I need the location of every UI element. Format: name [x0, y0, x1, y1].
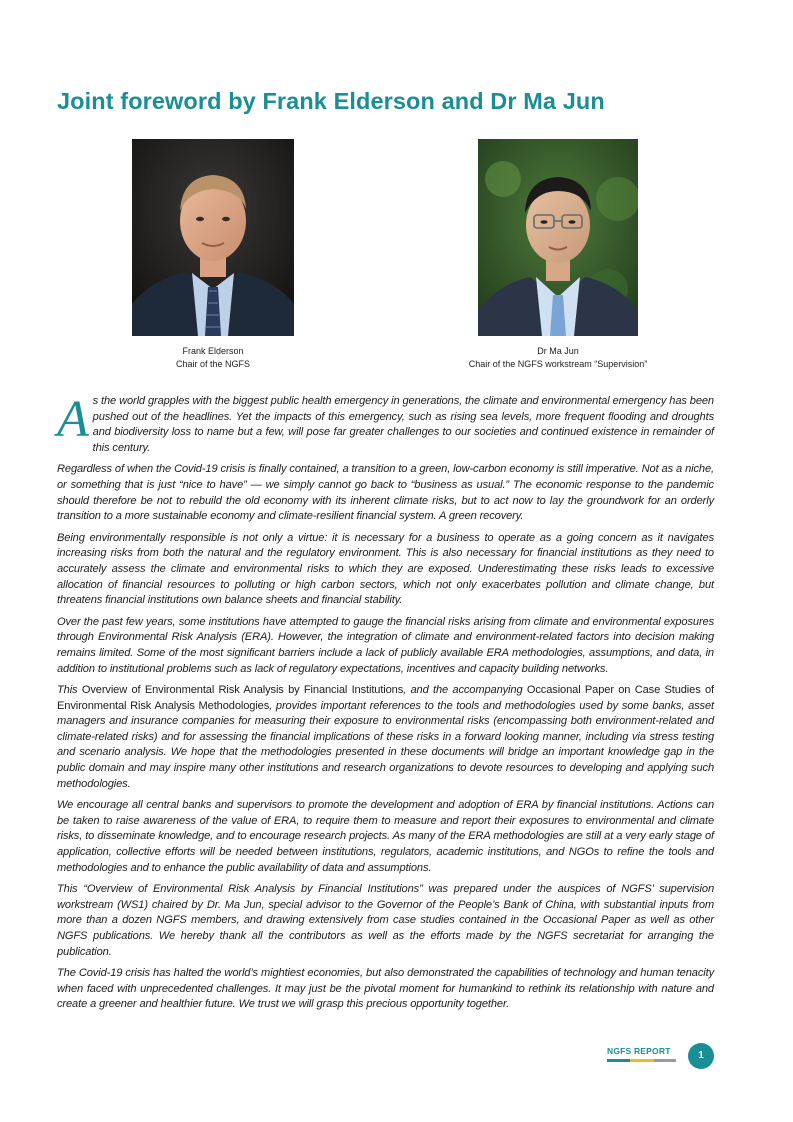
caption-frank-elderson	[83, 345, 343, 371]
portrait-frank-elderson	[132, 139, 294, 336]
publication-title-occasional-paper: Occasional Paper on Case Studies of Environmental Risk Analysis Methodologies	[57, 684, 714, 712]
foreword-body	[57, 391, 714, 1019]
paragraph-2: Regardless of when the Covid-19 crisis is finally contained, a transition to a green, low-carbon economy is still imperative. Not as a niche, or something that is just “nice to have” — we simply cannot go back to “business as usual.” The economic response to the pandemic should therefore be not to rebuild the old economy with its inherent climate risks, but to act now to lay the groundwork for an orderly transition to a more sustainable economy and climate-resilient financial system. A green recovery.	[57, 463, 714, 523]
footer-report-label: NGFS REPORT	[607, 1046, 671, 1056]
paragraph-1-text: s the world grapples with the biggest public health emergency in generations, the climate and environmental emergency has been pushed out of the headlines. Yet the impacts of this emergency, such as rising sea levels, more frequent flooding and droughts and biodiversity loss to name but a few, will pose far greater challenges to our societies and continued existence in remainder of this century.	[92, 395, 714, 454]
p5-lead: This	[57, 684, 82, 697]
paragraph-1	[57, 391, 714, 456]
caption-ma-jun	[428, 345, 688, 371]
paragraph-6: We encourage all central banks and supervisors to promote the development and adoption of ERA by financial institutions. Actions can be taken to raise awareness of the value of ERA, to require them to measure and report their exposures to environmental and climate risks, to disseminate knowledge, and to encourage research projects. As many of the ERA methodologies are still at a very early stage of application, collective efforts will be needed between institutions, regulators, academic institutions, and NGOs to refine the tools and methodologies and to enhance the public availability of data and assumptions.	[57, 799, 714, 874]
caption-role: Chair of the NGFS workstream “Supervision”	[468, 359, 648, 369]
footer-bar-grey	[654, 1059, 676, 1062]
publication-title-overview: Overview of Environmental Risk Analysis by Financial Institutions	[81, 684, 404, 697]
caption-name: Dr Ma Jun	[537, 346, 579, 356]
caption-name: Frank Elderson	[182, 346, 244, 356]
paragraph-5	[57, 683, 714, 792]
paragraph-3: Being environmentally responsible is not only a virtue: it is necessary for a business to operate as a going concern as it navigates increasing risks from both the natural and the regulatory environment. This is also necessary for financial institutions as they need to accurately assess the climate and environmental risks to which they are exposed. Underestimating these risks leads to excessive allocation of financial resources to polluting or high carbon sectors, which not only exacerbates pollution and climate change, but threatens financial institutions own balance sheets and financial stability.	[57, 531, 714, 607]
page-title: Joint foreword by Frank Elderson and Dr Ma Jun	[57, 88, 605, 114]
footer-bar-teal	[607, 1059, 630, 1062]
paragraph-4: Over the past few years, some institutions have attempted to gauge the financial risks arising from climate and environmental exposures through Environmental Risk Analysis (ERA). However, the integration of climate and environment-related factors into decision making remains limited. Some of the most significant barriers include a lack of publicly available ERA methodologies, assumptions, and data, in addition to institutional problems such as lack of regulatory expectations, incentives and capacity building networks.	[57, 615, 714, 675]
drop-cap: A	[57, 391, 89, 448]
footer-bar-yellow	[630, 1059, 654, 1062]
paragraph-7: This “Overview of Environmental Risk Analysis by Financial Institutions” was prepared under the auspices of NGFS’ supervision workstream (WS1) chaired by Dr. Ma Jun, special advisor to the Governor of the People’s Bank of China, with substantial inputs from more than a dozen NGFS members, and drawing extensively from case studies contained in the Occasional Paper as well as other NGFS publications. We hereby thank all the contributors as well as the efforts made by the NGFS secretariat for arranging the publication.	[57, 883, 714, 958]
portrait-ma-jun	[478, 139, 638, 336]
paragraph-8: The Covid-19 crisis has halted the world’s mightiest economies, but also demonstrated the capabilities of technology and human tenacity when faced with unprecedented challenges. It may just be the pivotal moment for humankind to rethink its relationship with nature and create a greener and healthier future. We trust we will grasp this precious opportunity together.	[57, 967, 714, 1011]
p5-mid: , and the accompanying	[403, 684, 527, 697]
p5-rest: , provides important references to the tools and methodologies used by some banks, asset managers and insurance companies for measuring their exposure to environmental risks (encompassing both environment-related and climate-related risks) and for assessing the financial implications of these risks in a forward looking manner, including via stress testing and scenario analysis. We hope that the methodologies presented in these documents will bridge an important knowledge gap in the public domain and may inspire many other institutions and research organizations to devote resources to developing and applying such methodologies.	[57, 699, 714, 790]
caption-role: Chair of the NGFS	[175, 359, 251, 369]
page-number: 1	[688, 1043, 714, 1069]
